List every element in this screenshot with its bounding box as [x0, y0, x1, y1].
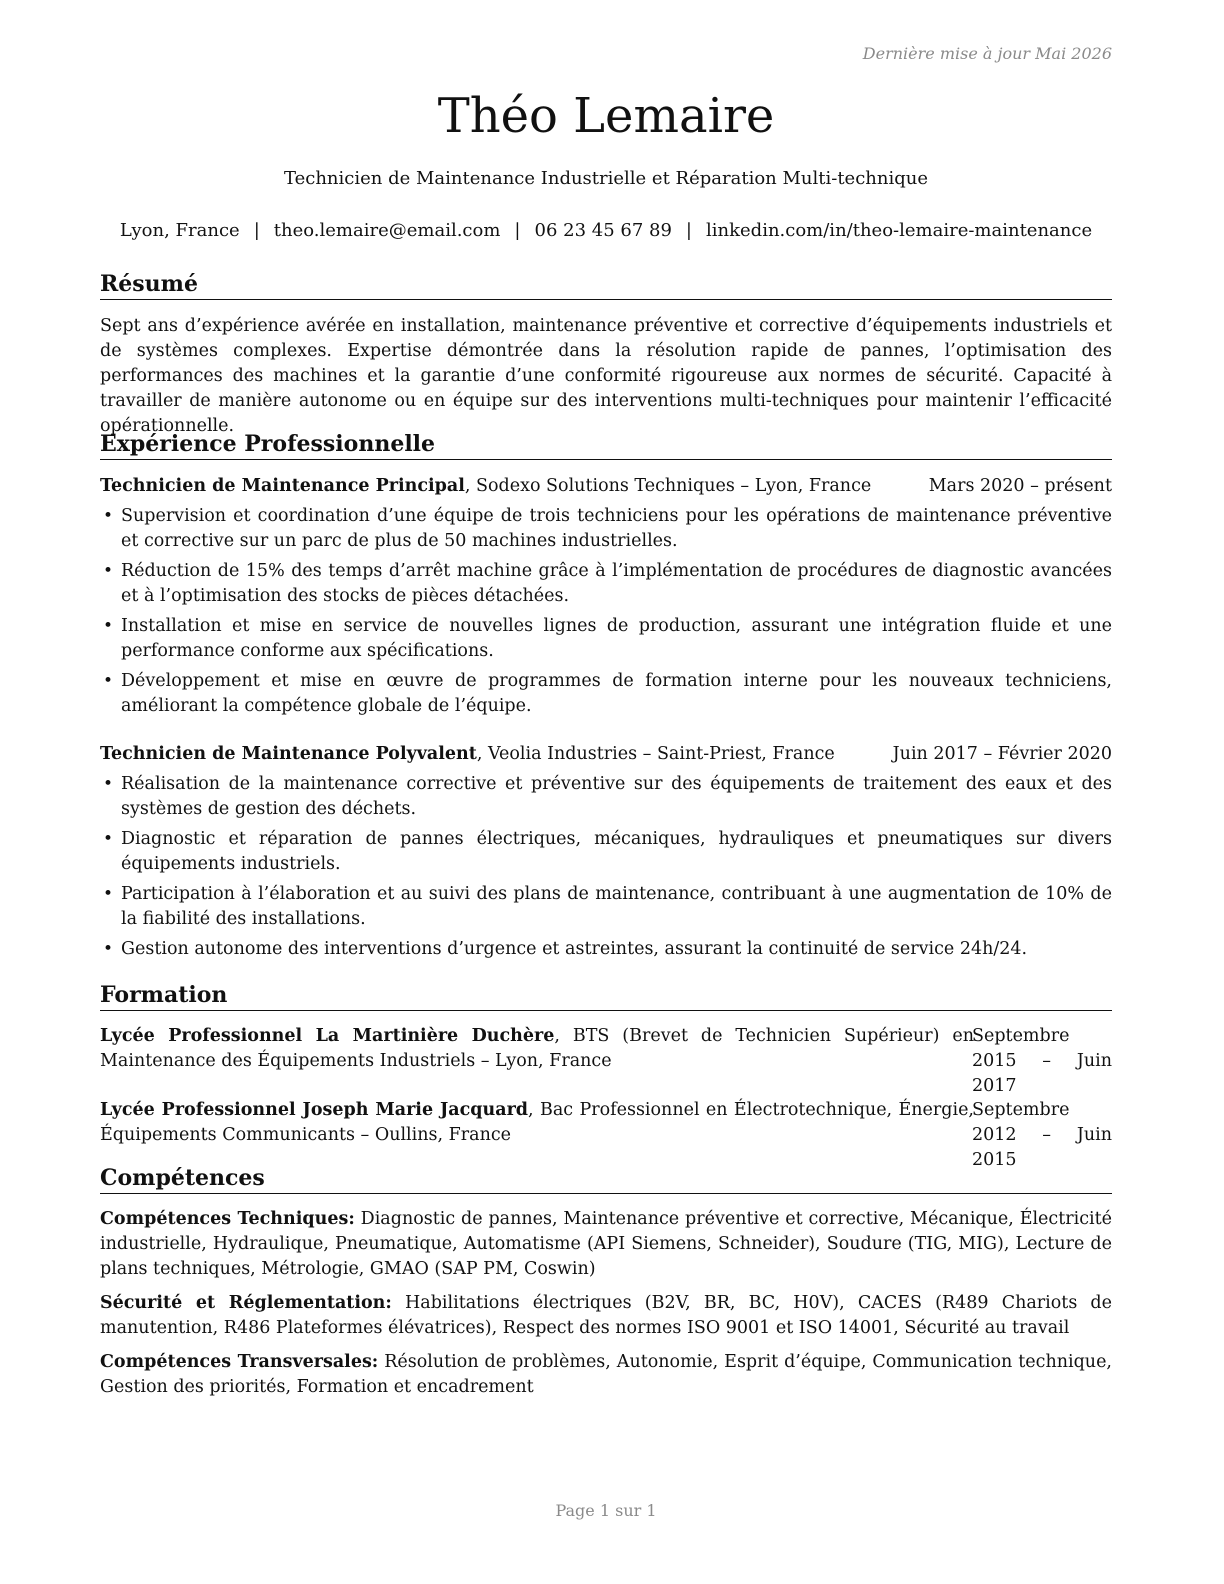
skill-group: [100, 1291, 1112, 1341]
page-number: Page 1 sur 1: [555, 1501, 657, 1520]
job-role: Technicien de Maintenance Principal: [100, 476, 465, 496]
bullet-icon: •: [103, 506, 114, 526]
last-updated: Dernière mise à jour Mai 2026: [862, 44, 1112, 63]
job-role: Technicien de Maintenance Polyvalent: [100, 744, 477, 764]
job-dates: Mars 2020 – présent: [928, 476, 1112, 496]
job-dates: Juin 2017 – Février 2020: [892, 744, 1112, 764]
bullet-icon: •: [103, 774, 114, 794]
list-item: [100, 614, 1112, 664]
job-company: , Veolia Industries – Saint-Priest, France: [476, 744, 835, 764]
skill-label: Compétences Techniques:: [100, 1209, 355, 1229]
skill-label: Compétences Transversales:: [100, 1352, 379, 1372]
list-item: [100, 504, 1112, 554]
contact-separator: |: [253, 220, 260, 241]
job-bullets: [100, 772, 1112, 967]
contact-line: [100, 219, 1112, 243]
education-dates: Septembre 2015 – Juin 2017: [972, 1026, 1112, 1096]
bullet-icon: •: [103, 561, 114, 581]
skill-text: Habilitations électriques (B2V, BR, BC, H0V), CACES (R489 Chariots de manutention, R486 Plateformes élévatrices), Respect des normes ISO 9001 et ISO 14001, Sécurité au travail: [100, 1293, 1112, 1338]
bullet-text: Développement et mise en œuvre de programmes de formation interne pour les nouveaux techniciens, améliorant la compétence globale de l’équipe.: [121, 671, 1112, 716]
education-text: [100, 1024, 974, 1074]
contact-separator: |: [514, 220, 521, 241]
section-title-summary: Résumé: [100, 270, 1112, 300]
contact-location: Lyon, France: [119, 220, 240, 241]
section-title-skills: Compétences: [100, 1164, 1112, 1194]
skill-group: [100, 1350, 1112, 1400]
education-item: [100, 1098, 1112, 1170]
list-item: [100, 559, 1112, 609]
resume-page: [100, 0, 1112, 1584]
contact-separator: |: [685, 220, 692, 241]
bullet-text: Réduction de 15% des temps d’arrêt machine grâce à l’implémentation de procédures de diagnostic avancées et à l’optimisation des stocks de pièces détachées.: [121, 561, 1112, 606]
bullet-icon: •: [103, 884, 114, 904]
bullet-text: Participation à l’élaboration et au suivi des plans de maintenance, contribuant à une augmentation de 10% de la fiabilité des installations.: [121, 884, 1112, 929]
bullet-text: Réalisation de la maintenance corrective et préventive sur des équipements de traitement des eaux et des systèmes de gestion des déchets.: [121, 774, 1112, 819]
list-item: [100, 882, 1112, 932]
contact-email[interactable]: theo.lemaire@email.com: [273, 220, 501, 241]
skill-text: Résolution de problèmes, Autonomie, Esprit d’équipe, Communication technique, Gestion des priorités, Formation et encadrement: [100, 1352, 1112, 1397]
list-item: [100, 669, 1112, 719]
job-company: , Sodexo Solutions Techniques – Lyon, France: [464, 476, 872, 496]
section-title-experience: Expérience Professionnelle: [100, 430, 1112, 460]
job-bullets: [100, 504, 1112, 724]
job-header: [100, 742, 1112, 767]
contact-linkedin[interactable]: linkedin.com/in/theo-lemaire-maintenance: [706, 220, 1093, 241]
school-name: Lycée Professionnel Joseph Marie Jacquard: [100, 1100, 529, 1120]
bullet-icon: •: [103, 616, 114, 636]
bullet-icon: •: [103, 939, 114, 959]
bullet-text: Gestion autonome des interventions d’urgence et astreintes, assurant la continuité de service 24h/24.: [121, 939, 1028, 959]
skill-label: Sécurité et Réglementation:: [100, 1293, 392, 1313]
list-item: [100, 937, 1112, 962]
degree-detail: , BTS (Brevet de Technicien Supérieur) en Maintenance des Équipements Industriels – Lyon, France: [100, 1026, 974, 1071]
bullet-icon: •: [103, 829, 114, 849]
education-item: [100, 1024, 1112, 1096]
bullet-text: Installation et mise en service de nouvelles lignes de production, assurant une intégration fluide et une performance conforme aux spécifications.: [121, 616, 1112, 661]
school-name: Lycée Professionnel La Martinière Duchère: [100, 1026, 555, 1046]
contact-phone: 06 23 45 67 89: [534, 220, 672, 241]
list-item: [100, 827, 1112, 877]
skill-text: Diagnostic de pannes, Maintenance préventive et corrective, Mécanique, Électricité industrielle, Hydraulique, Pneumatique, Automatisme (API Siemens, Schneider), Soudure (TIG, MIG), Lecture de plans techniques, Métrologie, GMAO (SAP PM, Coswin): [100, 1209, 1113, 1279]
skill-group: [100, 1207, 1112, 1282]
job-subtitle: Technicien de Maintenance Industrielle et Réparation Multi-technique: [283, 168, 929, 189]
bullet-text: Diagnostic et réparation de pannes électriques, mécaniques, hydrauliques et pneumatiques sur divers équipements industriels.: [121, 829, 1112, 874]
education-text: [100, 1098, 974, 1148]
summary-text: Sept ans d’expérience avérée en installation, maintenance préventive et corrective d’équipements industriels et de systèmes complexes. Expertise démontrée dans la résolution rapide de pannes, l’optimisation des performances des machines et la garantie d’une conformité rigoureuse aux normes de sécurité. Capacité à travailler de manière autonome ou en équipe sur des interventions multi-techniques pour maintenir l’efficacité opérationnelle.: [100, 316, 1112, 436]
section-title-education: Formation: [100, 981, 1112, 1011]
list-item: [100, 772, 1112, 822]
bullet-icon: •: [103, 671, 114, 691]
bullet-text: Supervision et coordination d’une équipe de trois techniciens pour les opérations de maintenance préventive et corrective sur un parc de plus de 50 machines industrielles.: [121, 506, 1112, 551]
candidate-name: Théo Lemaire: [437, 88, 775, 144]
job-header: [100, 474, 1112, 499]
degree-detail: , Bac Professionnel en Électrotechnique, Énergie, Équipements Communicants – Oullins, France: [100, 1100, 974, 1145]
education-dates: Septembre 2012 – Juin 2015: [972, 1100, 1112, 1170]
